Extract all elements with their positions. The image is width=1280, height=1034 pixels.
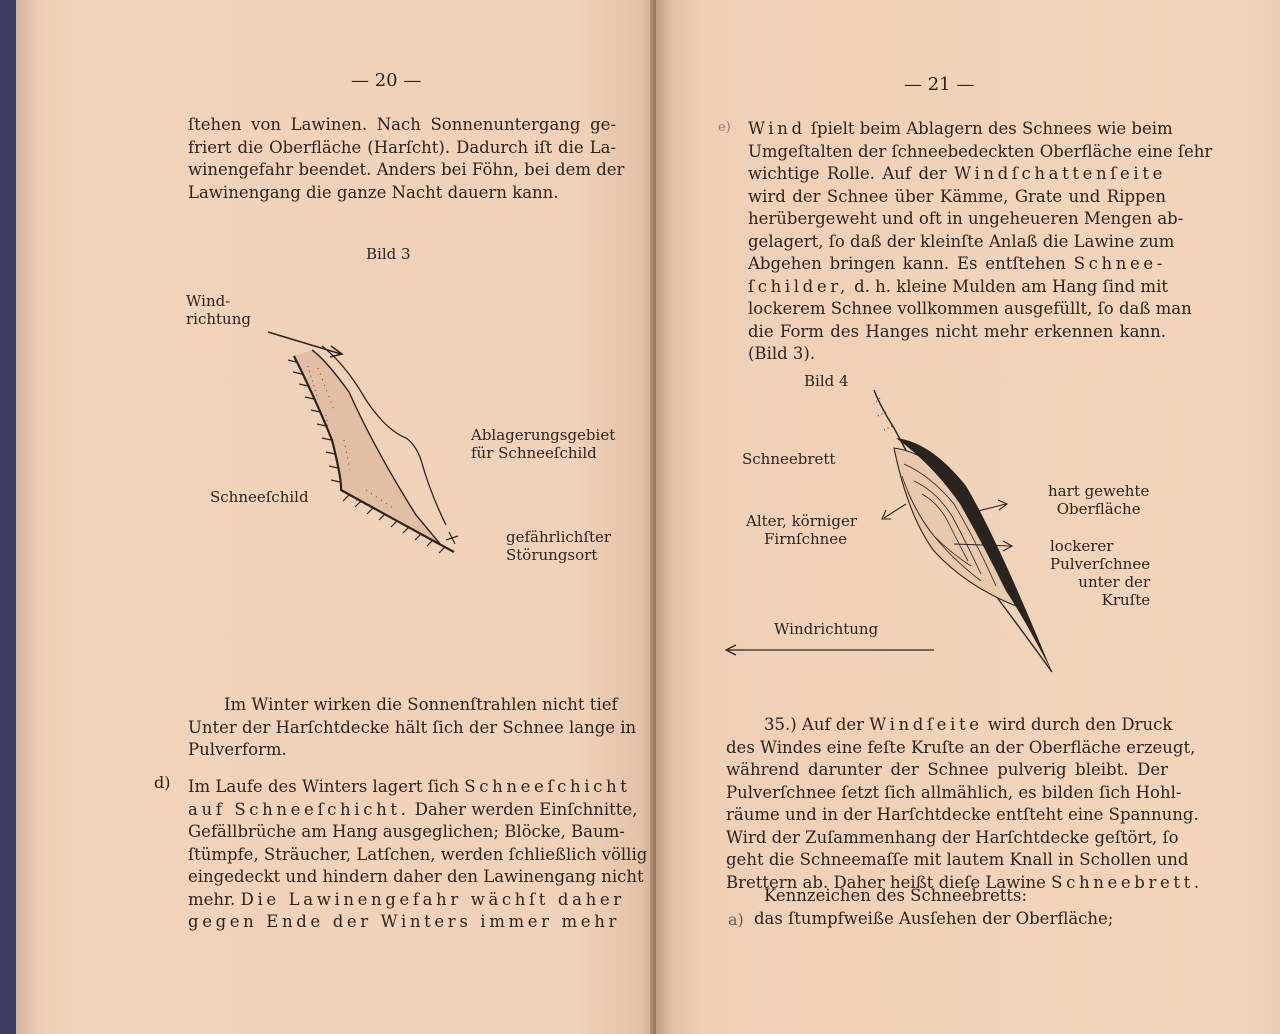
paragraph-e bbox=[748, 118, 1213, 366]
text-line: Pulverſchnee ſetzt ſich allmählich, es bilden ſich Hohl- bbox=[726, 782, 1182, 802]
text-line: Brettern ab. Daher heißt dieſe Lawine Schneebrett. bbox=[726, 872, 1203, 892]
text-line: Im Winter wirken die Sonnenſtrahlen nicht tief bbox=[224, 695, 618, 714]
text-line: Wird der Zuſammenhang der Harſchtdecke geſtört, ſo bbox=[726, 827, 1179, 847]
paragraph-intro bbox=[188, 114, 625, 204]
figure-snow-shield-diagram bbox=[246, 320, 476, 580]
text-line: während darunter der Schnee pulverig bleibt. Der bbox=[726, 760, 1168, 779]
figure-title: Bild 4 bbox=[804, 372, 849, 390]
right-page bbox=[656, 0, 1280, 1034]
text-line: (Bild 3). bbox=[748, 344, 816, 363]
text-line: 35.) Auf der Windſeite wird durch den Druck bbox=[764, 715, 1173, 734]
paragraph-35 bbox=[726, 714, 1203, 894]
text-line: Abgehen bringen kann. Es entſtehen Schnee- bbox=[748, 254, 1166, 273]
text-line: Lawinengang die ganze Nacht dauern kann. bbox=[188, 182, 559, 202]
text-line: ſchilder, d. h. kleine Mulden am Hang ſind mit bbox=[748, 276, 1168, 296]
text-line: gegen Ende der Winters immer mehr bbox=[188, 912, 620, 931]
text-line: eingedeckt und hindern daher den Lawinengang nicht bbox=[188, 867, 644, 886]
list-marker-a: a) bbox=[728, 910, 744, 929]
figure-title: Bild 3 bbox=[366, 245, 411, 263]
label-wind-direction: Windrichtung bbox=[774, 620, 879, 638]
label-powder-snow: lockerer Pulverſchnee unter der Kruſte bbox=[1050, 537, 1151, 609]
label-snow-shield: Schneeſchild bbox=[210, 488, 309, 506]
page-number: — 21 — bbox=[904, 74, 975, 95]
label-snow-board: Schneebrett bbox=[742, 450, 836, 468]
wind-direction-arrow bbox=[722, 640, 936, 660]
text-line: ſtümpfe, Sträucher, Latſchen, werden ſchließlich völlig bbox=[188, 844, 648, 864]
text-line: lockerem Schnee vollkommen ausgefüllt, ſo daß man bbox=[748, 299, 1192, 318]
text-line: Umgeſtalten der ſchneebedeckten Oberfläche eine ſehr bbox=[748, 141, 1213, 161]
text-line: räume und in der Harſchtdecke entſteht eine Spannung. bbox=[726, 805, 1199, 824]
text-line: wird der Schnee über Kämme, Grate und Rippen bbox=[748, 186, 1166, 206]
text-line: die Form des Hanges nicht mehr erkennen kann. bbox=[748, 321, 1166, 341]
left-page bbox=[16, 0, 656, 1034]
label-hard-surface: hart gewehte Oberfläche bbox=[1048, 482, 1150, 518]
text-line: Im Laufe des Winters lagert ſich Schneeſchicht bbox=[188, 777, 631, 796]
paragraph-d bbox=[188, 776, 648, 934]
text-line: auf Schneeſchicht. Daher werden Einſchnitte, bbox=[188, 799, 638, 819]
label-old-firn: Alter, körniger Firnſchnee bbox=[746, 512, 857, 548]
label-deposit-area: Ablagerungsgebiet für Schneeſchild bbox=[471, 426, 616, 462]
text-line: winengefahr beendet. Anders bei Föhn, bei dem der bbox=[188, 160, 625, 179]
list-marker-e: e) bbox=[718, 120, 731, 135]
text-line: Pulverform. bbox=[188, 740, 287, 759]
text-line: Gefällbrüche am Hang ausgeglichen; Blöcke, Baum- bbox=[188, 822, 625, 841]
text-line: ſtehen von Lawinen. Nach Sonnenuntergang ge- bbox=[188, 115, 616, 134]
text-line: Wind ſpielt beim Ablagern des Schnees wie beim bbox=[748, 119, 1173, 138]
text-line: des Windes eine feſte Kruſte an der Oberfläche erzeugt, bbox=[726, 737, 1196, 757]
label-wind-direction: Wind- richtung bbox=[186, 292, 251, 328]
page-number: — 20 — bbox=[351, 70, 422, 91]
paragraph-winter-sun bbox=[188, 694, 637, 762]
text-line: wichtige Rolle. Auf der Windſchattenſeite bbox=[748, 164, 1166, 183]
text-line: herübergeweht und oft in ungeheueren Mengen ab- bbox=[748, 209, 1184, 228]
list-item-a: das ſtumpfweiße Ausſehen der Oberfläche; bbox=[754, 909, 1114, 928]
features-heading: Kennzeichen des Schneebretts: bbox=[764, 886, 1028, 905]
list-marker-d: d) bbox=[154, 773, 171, 792]
figure-snow-board-diagram bbox=[856, 386, 1086, 676]
text-line: gelagert, ſo daß der kleinſte Anlaß die Lawine zum bbox=[748, 231, 1175, 251]
text-line: friert die Oberfläche (Harſcht). Dadurch iſt die La- bbox=[188, 137, 616, 157]
text-line: geht die Schneemaſſe mit lautem Knall in Schollen und bbox=[726, 850, 1189, 869]
text-line: mehr. Die Lawinengefahr wächſt daher bbox=[188, 889, 625, 909]
label-disturbance-point: gefährlichſter Störungsort bbox=[506, 528, 612, 564]
text-line: Unter der Harſchtdecke hält ſich der Schnee lange in bbox=[188, 717, 637, 737]
